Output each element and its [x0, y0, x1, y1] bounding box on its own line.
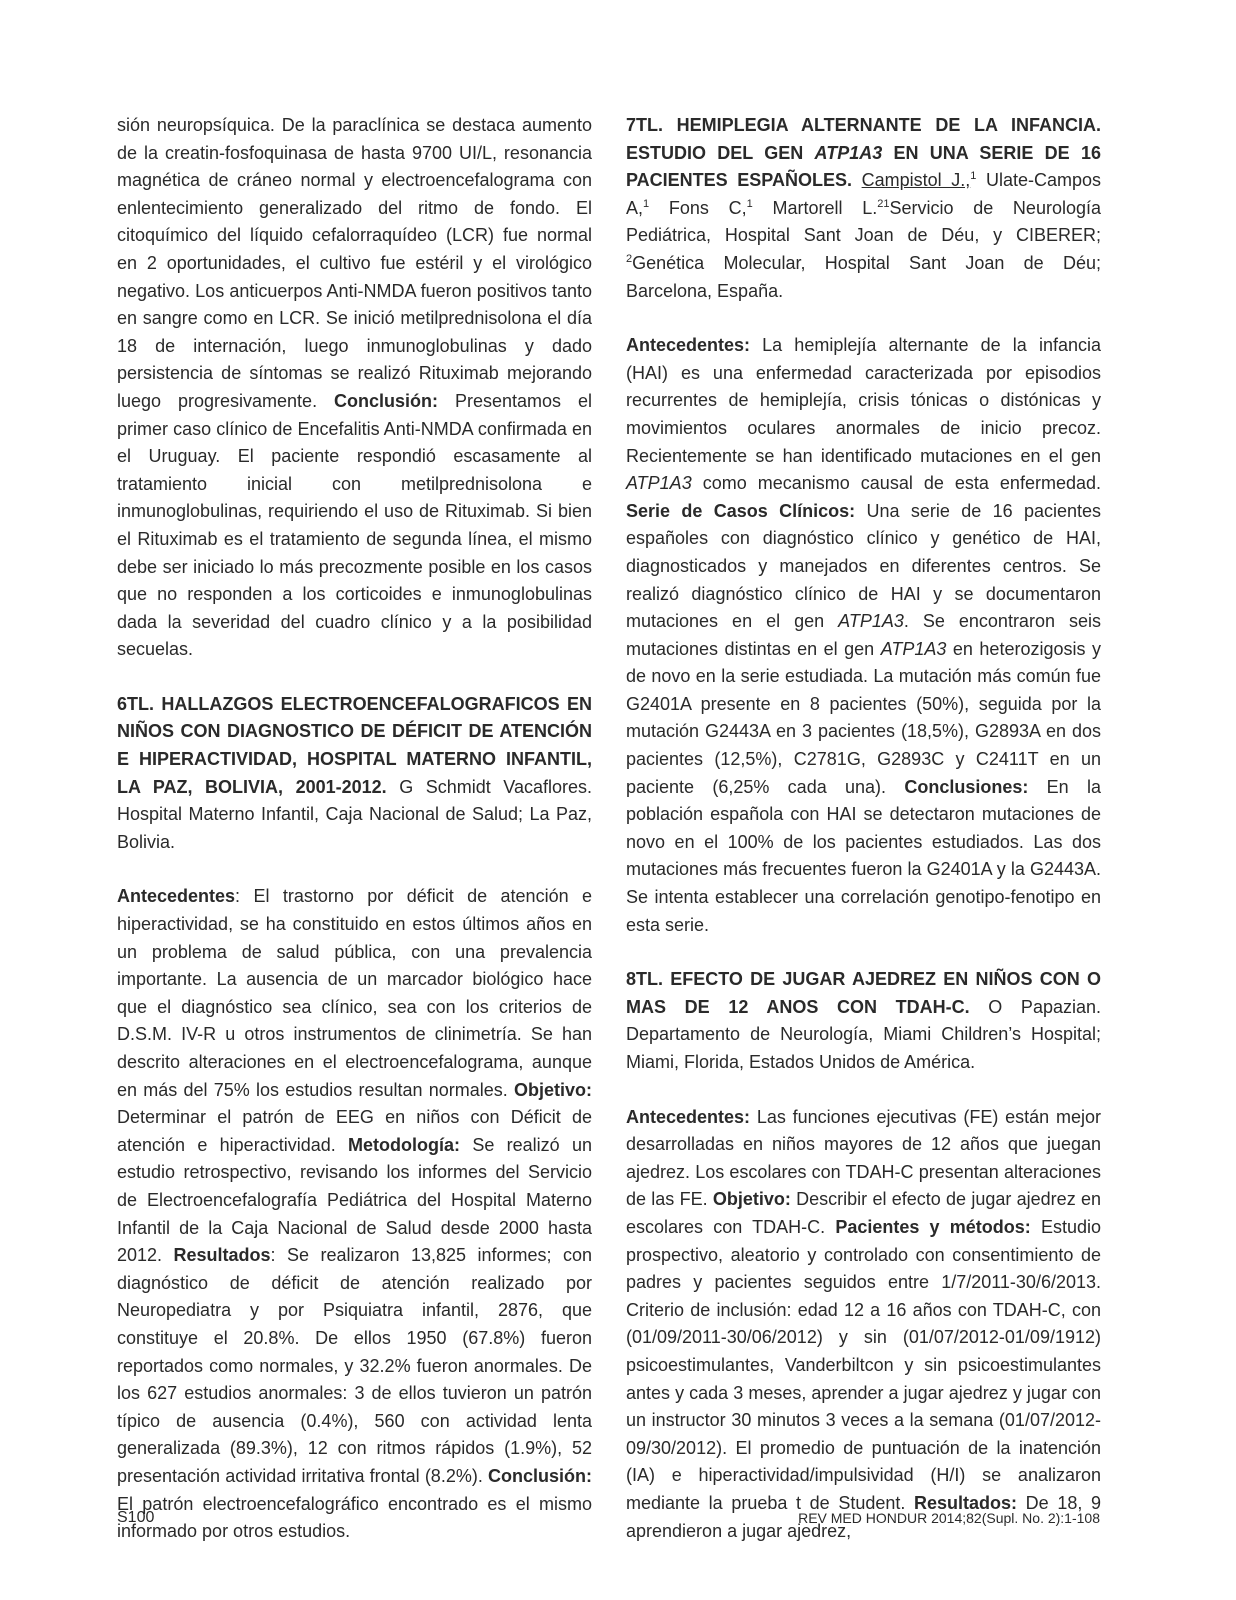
label-conclusiones: Conclusiones: — [904, 776, 1029, 797]
affiliation-mark: 2 — [877, 197, 884, 210]
text: Las funciones ejecutivas (FE) están mejor desarrolladas en niños mayores de 12 años que juegan ajedrez. Los escolares con TDAH-C presentan alteraciones de las FE. — [626, 1106, 1101, 1210]
label-conclusion: Conclusión: — [488, 1465, 592, 1486]
label-antecedentes: Antecedentes: — [626, 335, 751, 356]
text: Describir el efecto de jugar ajedrez en escolares con TDAH-C. — [626, 1189, 1101, 1237]
left-column — [117, 112, 592, 1546]
text: Estudio prospectivo, aleatorio y controlado con consentimiento de padres y pacientes seguidos entre 1/7/2011-30/6/2013. Criterio de inclusión: edad 12 a 16 años con TDAH-C, con (01/09/2011-30/06/2012) y sin (01/07/2012-01/09/1912) psicoestimulantes, Vanderbiltcon y sin psicoestimulantes antes y cada 3 meses, aprender a jugar ajedrez y jugar con un instructor 30 minutos 3 veces a la semana (01/07/2012-09/30/2012). El promedio de puntuación de la inatención (IA) e hiperactividad/impulsividad (H/I) se analizaron mediante la prueba t de Student. — [626, 1216, 1101, 1513]
label-objetivo: Objetivo: — [712, 1189, 791, 1210]
text: como mecanismo causal de esta enfermedad. — [691, 473, 1101, 494]
abstract-8-body — [626, 1104, 1101, 1546]
affiliation: Genética Molecular, Hospital Sant Joan de Déu; Barcelona, España. — [626, 252, 1101, 301]
text: sión neuropsíquica. De la paraclínica se destaca aumento de la creatin-fosfoquinasa de hasta 9700 UI/L, resonancia magnética de cráneo normal y electroencefalograma con enlentecimiento generalizado del ritmo de fondo. El citoquímico del líquido cefalorraquídeo (LCR) fue normal en 2 oportunidades, el cultivo fue estéril y el virológico negativo. Los anticuerpos Anti-NMDA fueron positivos tanto en sangre como en LCR. Se inició metilprednisolona el día 18 de internación, luego inmunoglobulinas y dado persistencia de síntomas se realizó Rituximab mejorando luego progresivamente. — [117, 115, 592, 411]
label-conclusion: Conclusión: — [334, 390, 439, 411]
author-name: Martorell L. — [752, 197, 878, 218]
text: . Se encontraron seis mutaciones distintas en el gen — [626, 611, 1101, 659]
affiliation: Servicio de Neurología Pediátrica, Hospital Sant Joan de Déu, y CIBERER; — [626, 197, 1101, 246]
text: en heterozigosis y de novo en la serie estudiada. La mutación más común fue G2401A presente en 8 pacientes (50%), seguida por la mutación G2443A en 3 pacientes (18,5%), G2893A en dos pacientes (12,5%), C2781G, G2893C y C2411T en un paciente (6,25% cada una). — [626, 638, 1101, 797]
text: : Se realizaron 13,825 informes; con diagnóstico de déficit de atención realizado por Neuropediatra y por Psiquiatra infantil, 2876, que constituye el 20.8%. De ellos 1950 (67.8%) fueron reportados como normales, y 32.2% fueron anormales. De los 627 estudios anormales: 3 de ellos tuvieron un patrón típico de ausencia (0.4%), 560 con actividad lenta generalizada (89.3%), 12 con ritmos rápidos (1.9%), 52 presentación actividad irritativa frontal (8.2%). — [117, 1245, 592, 1486]
abstract-8-authors: O Papazian. Departamento de Neurología, Miami Children’s Hospital; Miami, Florida, Estados Unidos de América. — [626, 996, 1101, 1072]
label-antecedentes: Antecedentes — [117, 886, 236, 907]
affiliation-mark: 1 — [970, 170, 977, 183]
text: De 18, 9 aprendieron a jugar ajedrez, — [626, 1492, 1102, 1541]
abstract-6-body — [117, 883, 592, 1545]
abstract-6-heading — [117, 691, 592, 857]
label-pacientes-metodos: Pacientes y métodos: — [835, 1216, 1031, 1237]
label-antecedentes: Antecedentes: — [626, 1106, 751, 1127]
text: Presentamos el primer caso clínico de Encefalitis Anti-NMDA confirmada en el Uruguay. El paciente respondió escasamente al tratamiento inicial con metilprednisolona e inmunoglobulinas, requiriendo el uso de Rituximab. Si bien el Rituximab es el tratamiento de segunda línea, el mismo debe ser iniciado lo más precozmente posible en los casos que no responden a los corticoides e inmunoglobulinas dada la severidad del cuadro clínico y a la posibilidad secuelas. — [117, 390, 592, 660]
page-number: S100 — [117, 1509, 155, 1526]
label-serie-casos: Serie de Casos Clínicos: — [626, 500, 856, 521]
author-name: Fons C, — [649, 197, 747, 218]
gene-name: ATP1A3 — [626, 473, 692, 494]
text: : El trastorno por déficit de atención e hiperactividad, se ha constituido en estos últimos años en un problema de salud pública, con una prevalencia importante. La ausencia de un marcador biológico hace que el diagnóstico sea clínico, sea con los criterios de D.S.M. IV-R u otros instrumentos de clinimetría. Se han descrito alteraciones en el electroencefalograma, aunque en más del 75% los estudios resultan normales. — [117, 886, 592, 1100]
gene-name: ATP1A3 — [814, 142, 883, 163]
affiliation-mark: 2 — [626, 252, 633, 265]
right-column — [626, 112, 1101, 1545]
author-name: Campistol J., — [861, 170, 971, 191]
label-resultados: Resultados: — [914, 1492, 1018, 1513]
text: Se realizó un estudio retrospectivo, revisando los informes del Servicio de Electroencefalografía Pediátrica del Hospital Materno Infantil de la Caja Nacional de Salud desde 2000 hasta 2012. — [117, 1134, 592, 1266]
abstract-6-authors: G Schmidt Vacaflores. Hospital Materno Infantil, Caja Nacional de Salud; La Paz, Bolivia. — [117, 776, 592, 852]
gene-name: ATP1A3 — [838, 611, 904, 632]
title-text: 7TL. HEMIPLEGIA ALTERNANTE DE LA INFANCIA. ESTUDIO DEL GEN — [626, 115, 1101, 163]
text: En la población española con HAI se detectaron mutaciones de novo en el 100% de los pacientes estudiados. Las dos mutaciones más frecuentes fueron la G2401A y la G2443A. Se intenta establecer una correlación genotipo-fenotipo en esta serie. — [626, 776, 1102, 935]
abstract-8-heading — [626, 966, 1101, 1076]
text: El patrón electroencefalográfico encontrado es el mismo informado por otros estudios. — [117, 1493, 592, 1542]
abstract-6-title: 6TL. HALLAZGOS ELECTROENCEFALOGRAFICOS EN NIÑOS CON DIAGNOSTICO DE DÉFICIT DE ATENCIÓN E HIPERACTIVIDAD, HOSPITAL MATERNO INFANTIL, LA PAZ, BOLIVIA, 2001-2012. — [117, 693, 592, 797]
text: Una serie de 16 pacientes españoles con diagnóstico clínico y genético de HAI, diagnosticados y manejados en diferentes centros. Se realizó diagnóstico clínico de HAI y se documentaron mutaciones en el gen — [626, 500, 1101, 632]
abstract-7-body — [626, 332, 1101, 939]
label-resultados: Resultados — [173, 1245, 271, 1266]
author-name: Ulate-Campos A, — [626, 170, 1102, 218]
affiliation-mark: 1 — [643, 197, 650, 210]
text: Determinar el patrón de EEG en niños con Déficit de atención e hiperactividad. — [117, 1107, 592, 1155]
journal-citation: REV MED HONDUR 2014;82(Supl. No. 2):1-108 — [798, 1510, 1100, 1526]
title-text: EN UNA SERIE DE 16 PACIENTES ESPAÑOLES. — [626, 142, 1101, 191]
label-metodologia: Metodología: — [348, 1134, 461, 1155]
gene-name: ATP1A3 — [880, 638, 947, 659]
text: La hemiplejía alternante de la infancia (HAI) es una enfermedad caracterizada por episodios recurrentes de hemiplejía, crisis tónicas o distónicas y movimientos oculares anormales de inicio precoz. Recientemente se han identificado mutaciones en el gen — [626, 335, 1101, 466]
affiliation-mark: 1 — [883, 197, 890, 210]
continued-abstract — [117, 112, 592, 664]
label-objetivo: Objetivo: — [513, 1079, 592, 1100]
affiliation-mark: 1 — [746, 197, 753, 210]
abstract-8-title: 8TL. EFECTO DE JUGAR AJEDREZ EN NIÑOS CON O MAS DE 12 ANOS CON TDAH-C. — [626, 969, 1101, 1017]
abstract-7-heading — [626, 112, 1101, 305]
